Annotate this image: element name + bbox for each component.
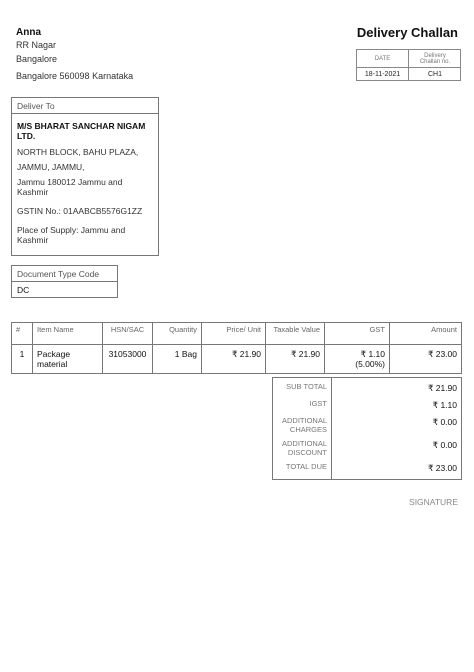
sender-address-line-3: Bangalore 560098 Karnataka xyxy=(16,71,134,81)
col-header-quantity: Quantity xyxy=(153,323,202,345)
recipient-company: M/S BHARAT SANCHAR NIGAM LTD. xyxy=(17,121,146,141)
subtotal-row xyxy=(273,378,462,398)
col-header-amount: Amount xyxy=(390,323,462,345)
item-gst: ₹ 1.10 (5.00%) xyxy=(325,345,390,374)
col-header-price: Price/ Unit xyxy=(202,323,266,345)
total-due-row xyxy=(273,460,462,480)
igst-row xyxy=(273,397,462,414)
document-title: Delivery Challan xyxy=(356,25,458,40)
col-header-hsn: HSN/SAC xyxy=(103,323,153,345)
document-meta-table xyxy=(356,49,461,81)
sender-address-line-2: Bangalore xyxy=(16,54,58,64)
item-quantity: 1 Bag xyxy=(153,345,202,374)
items-table xyxy=(11,322,462,374)
subtotal-label: SUB TOTAL xyxy=(273,378,332,398)
challan-number-value: CH1 xyxy=(427,71,442,78)
additional-charges-label: ADDITIONAL CHARGES xyxy=(273,414,332,437)
date-value: 18-11-2021 xyxy=(357,68,409,81)
item-hsn: 31053000 xyxy=(103,345,153,374)
document-type-value: DC xyxy=(17,285,30,295)
igst-value: ₹ 1.10 xyxy=(332,397,462,414)
additional-discount-label: ADDITIONAL DISCOUNT xyxy=(273,437,332,460)
additional-discount-value: ₹ 0.00 xyxy=(332,437,462,460)
recipient-gstin: GSTIN No.: 01AABCB5576G1ZZ xyxy=(17,206,143,216)
col-header-taxable-value: Taxable Value xyxy=(266,323,325,345)
total-due-label: TOTAL DUE xyxy=(273,460,332,480)
recipient-address-2: JAMMU, JAMMU, xyxy=(17,162,85,172)
place-of-supply: Place of Supply: Jammu and Kashmir xyxy=(17,225,126,245)
recipient-address-3: Jammu 180012 Jammu and Kashmir xyxy=(17,177,123,197)
item-amount: ₹ 23.00 xyxy=(390,345,462,374)
sender-name: Anna xyxy=(16,27,41,38)
total-due-value: ₹ 23.00 xyxy=(332,460,462,480)
sender-address-line-1: RR Nagar xyxy=(16,40,57,50)
totals-table xyxy=(272,377,462,480)
item-price: ₹ 21.90 xyxy=(202,345,266,374)
recipient-address-1: NORTH BLOCK, BAHU PLAZA, xyxy=(17,147,139,157)
col-header-item-name: Item Name xyxy=(33,323,103,345)
col-header-number: # xyxy=(12,323,33,345)
item-taxable-value: ₹ 21.90 xyxy=(266,345,325,374)
additional-charges-row xyxy=(273,414,462,437)
additional-charges-value: ₹ 0.00 xyxy=(332,414,462,437)
document-type-box xyxy=(11,265,118,298)
signature-label: SIGNATURE xyxy=(409,497,458,507)
col-header-gst: GST xyxy=(325,323,390,345)
subtotal-value: ₹ 21.90 xyxy=(332,378,462,398)
challan-number-label: Delivery Challan no. xyxy=(409,50,461,68)
deliver-to-heading: Deliver To xyxy=(12,98,158,114)
date-label: DATE xyxy=(357,50,409,68)
item-number: 1 xyxy=(12,345,33,374)
document-type-heading: Document Type Code xyxy=(12,266,117,282)
table-row xyxy=(12,345,462,374)
item-name: Package material xyxy=(33,345,103,374)
igst-label: IGST xyxy=(273,397,332,414)
additional-discount-row xyxy=(273,437,462,460)
items-header-row xyxy=(12,323,462,345)
deliver-to-box xyxy=(11,97,159,256)
